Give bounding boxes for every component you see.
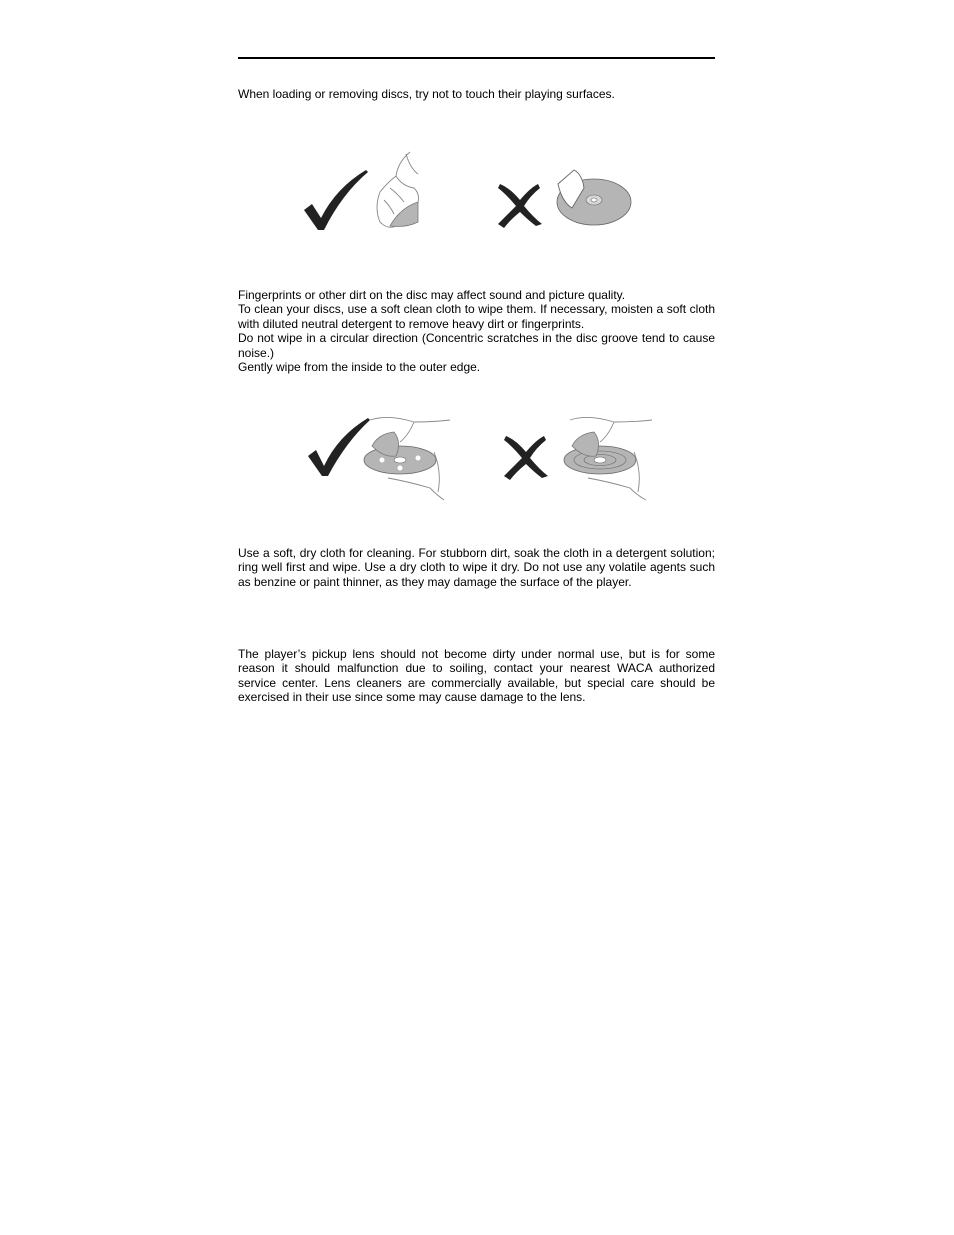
unit-care-text: Use a soft, dry cloth for cleaning. For stubborn dirt, soak the cloth in a detergent solution; ring well first and wipe. Use a dry cloth to wipe it dry. Do not use any volatile agents such as benzine or paint thinner, as they may damage the surface of the player.	[238, 546, 715, 589]
unit-care-paragraph	[238, 546, 715, 589]
cross-mark-icon	[498, 184, 542, 228]
manual-page	[238, 0, 715, 1235]
hand-holding-disc-edge-icon	[377, 152, 419, 227]
header-rule	[238, 57, 715, 59]
disc-cleaning-line-2: To clean your discs, use a soft clean cloth to wipe them. If necessary, moisten a soft cloth with diluted neutral detergent to remove heavy dirt or fingerprints.	[238, 302, 715, 331]
pickup-lens-text: The player’s pickup lens should not become dirty under normal use, but is for some reason it should malfunction due to soiling, contact your nearest WACA authorized service center. Lens cleaners are commercially available, but special care should be exercised in their use since some may cause damage to the lens.	[238, 647, 715, 705]
disc-handling-paragraph	[238, 87, 715, 101]
disc-cleaning-paragraph	[238, 288, 715, 374]
disc-cleaning-line-3: Do not wipe in a circular direction (Concentric scratches in the disc groove tend to cause noise.)	[238, 331, 715, 360]
disc-wiping-figure	[238, 412, 715, 504]
disc-handling-text: When loading or removing discs, try not to touch their playing surfaces.	[238, 87, 615, 101]
disc-wiping-circular-icon	[564, 417, 652, 500]
disc-touched-icon	[557, 170, 631, 225]
disc-cleaning-line-4: Gently wipe from the inside to the outer edge.	[238, 360, 481, 375]
disc-handling-figure	[238, 148, 715, 238]
disc-wiping-radial-icon	[364, 417, 450, 500]
pickup-lens-paragraph	[238, 647, 715, 705]
check-mark-icon	[308, 418, 370, 476]
disc-cleaning-line-1: Fingerprints or other dirt on the disc may affect sound and picture quality.	[238, 288, 626, 302]
cross-mark-icon	[504, 436, 548, 480]
check-mark-icon	[304, 170, 368, 230]
